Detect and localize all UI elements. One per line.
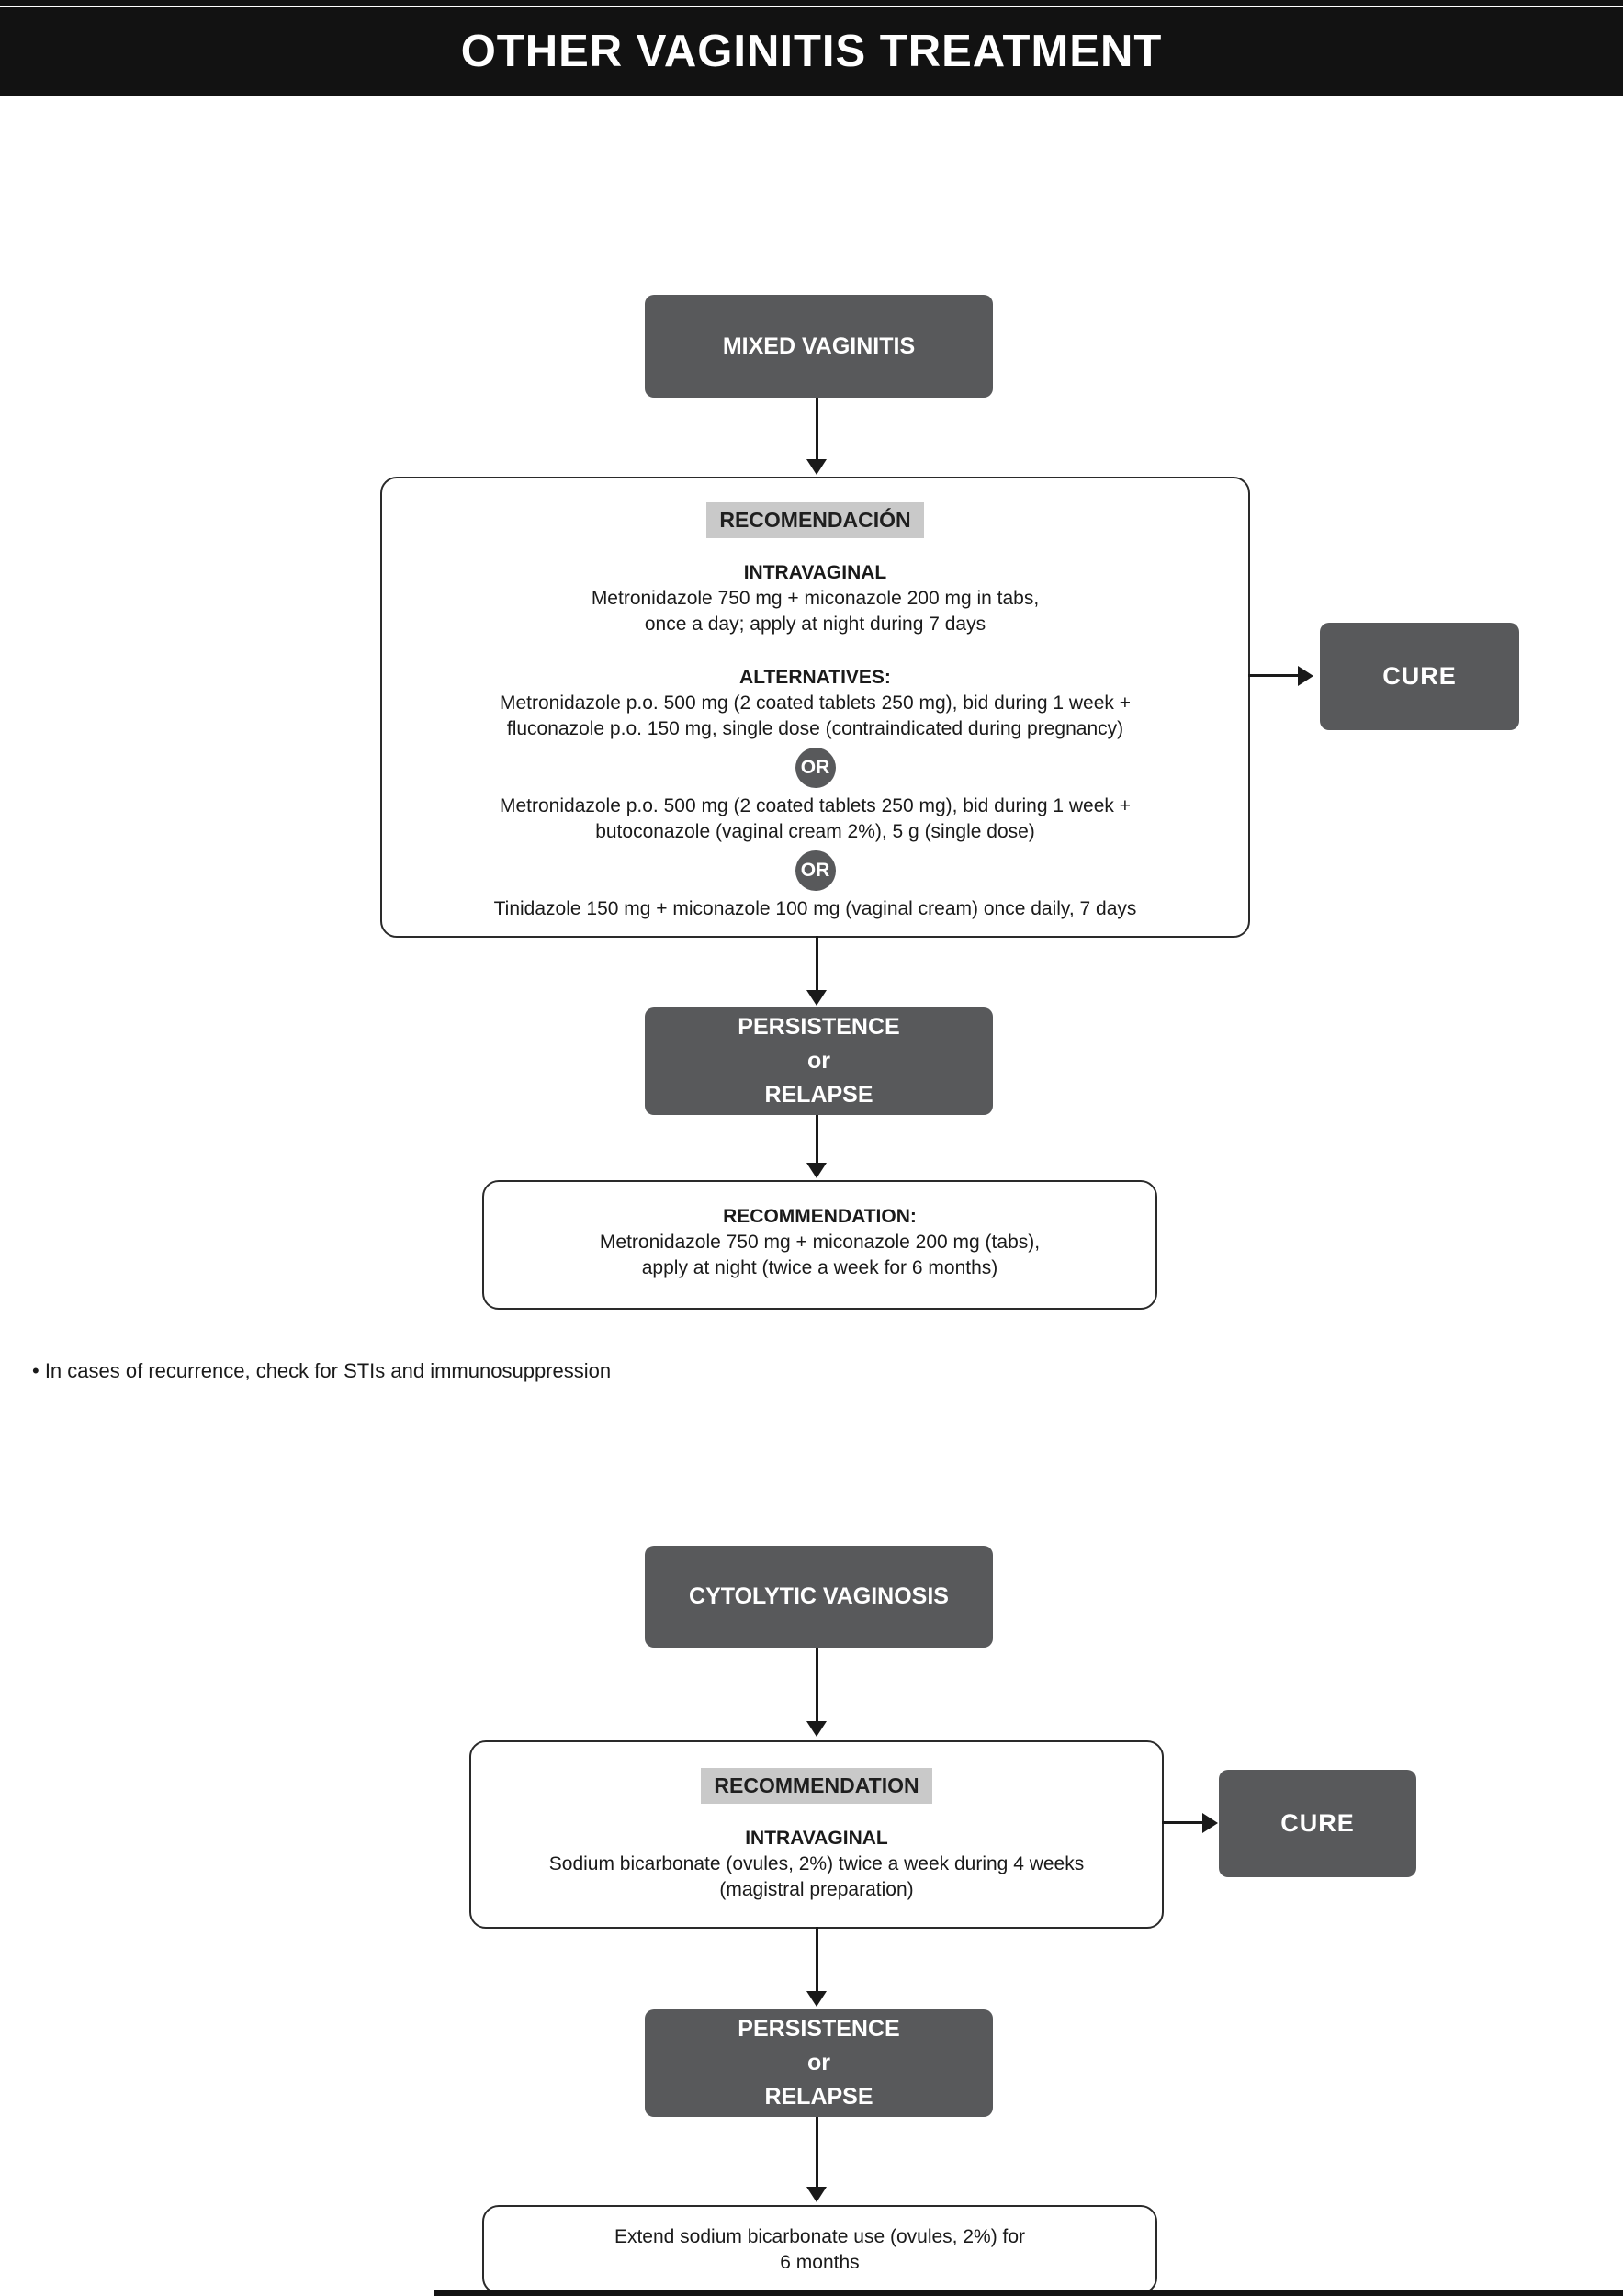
persistence-line: PERSISTENCE: [738, 1014, 900, 1040]
arrow-line-rec2-to-cure: [1162, 1821, 1204, 1824]
treatment-line: Extend sodium bicarbonate use (ovules, 2%) for: [614, 2225, 1026, 2247]
arrow-right-icon: [1298, 666, 1313, 686]
followup-heading: RECOMMENDATION:: [723, 1206, 917, 1227]
node-cure-cytolytic: [1219, 1770, 1416, 1877]
treatment-line: Metronidazole p.o. 500 mg (2 coated tablets 250 mg), bid during 1 week +: [500, 795, 1131, 816]
alternatives-heading: ALTERNATIVES:: [739, 667, 891, 688]
cytolytic-extend-box: [482, 2205, 1157, 2294]
treatment-line: once a day; apply at night during 7 days: [644, 613, 986, 635]
arrow-line-rec-to-cure: [1248, 674, 1300, 677]
arrow-line-persistence-to-followup: [816, 1115, 818, 1165]
arrow-line-persistence2-to-extend: [816, 2117, 818, 2189]
recurrence-note: • In cases of recurrence, check for STIs and immunosuppression: [32, 1359, 612, 1382]
page-title: OTHER VAGINITIS TREATMENT: [460, 27, 1163, 76]
arrow-right-icon: [1202, 1813, 1218, 1833]
node-cure-label: CURE: [1382, 662, 1457, 690]
node-cytolytic-vaginosis: [645, 1546, 993, 1648]
arrow-down-icon: [806, 459, 827, 475]
persistence-line: PERSISTENCE: [738, 2016, 900, 2042]
bottom-edge-strip: [434, 2290, 1623, 2296]
persistence-line: RELAPSE: [764, 2084, 873, 2110]
top-edge-strip: [0, 0, 1623, 6]
arrow-down-icon: [806, 990, 827, 1006]
cytolytic-recommendation-box: [469, 1740, 1164, 1929]
treatment-line: butoconazole (vaginal cream 2%), 5 g (single dose): [595, 821, 1035, 842]
node-cure-label: CURE: [1280, 1809, 1355, 1837]
intravaginal-heading: INTRAVAGINAL: [745, 1828, 888, 1849]
arrow-line-rec-to-persistence: [816, 936, 818, 993]
treatment-line: 6 months: [780, 2251, 860, 2273]
node-mixed-vaginitis-label: MIXED VAGINITIS: [722, 332, 916, 359]
treatment-line: Sodium bicarbonate (ovules, 2%) twice a week during 4 weeks: [548, 1853, 1085, 1874]
arrow-down-icon: [806, 1721, 827, 1737]
treatment-line: Metronidazole 750 mg + miconazole 200 mg in tabs,: [591, 588, 1040, 609]
arrow-down-icon: [806, 2187, 827, 2202]
treatment-line: apply at night (twice a week for 6 months): [641, 1257, 998, 1278]
node-cytolytic-label: CYTOLYTIC VAGINOSIS: [689, 1583, 949, 1609]
treatment-line: Metronidazole p.o. 500 mg (2 coated tablets 250 mg), bid during 1 week +: [500, 692, 1131, 714]
node-cure-mixed: [1320, 623, 1519, 730]
or-badge: OR: [795, 748, 836, 788]
arrow-down-icon: [806, 1991, 827, 2007]
treatment-line: fluconazole p.o. 150 mg, single dose (contraindicated during pregnancy): [506, 718, 1124, 739]
arrow-line-rec2-to-persistence: [816, 1927, 818, 1993]
page-title-bar: [0, 7, 1623, 96]
treatment-line: Tinidazole 150 mg + miconazole 100 mg (vaginal cream) once daily, 7 days: [493, 898, 1137, 919]
treatment-line: (magistral preparation): [719, 1879, 914, 1900]
arrow-line-cytolytic-to-rec: [816, 1648, 818, 1723]
persistence-line: RELAPSE: [764, 1082, 873, 1108]
or-badge: OR: [795, 850, 836, 891]
recommendation-chip: RECOMMENDATION: [701, 1768, 931, 1804]
persistence-line: or: [807, 2050, 830, 2076]
mixed-recommendation-box: [380, 477, 1250, 938]
recommendation-chip: RECOMENDACIÓN: [706, 502, 923, 538]
persistence-line: or: [807, 1048, 830, 1074]
arrow-down-icon: [806, 1163, 827, 1178]
arrow-line-mixed-to-rec: [816, 398, 818, 462]
treatment-line: Metronidazole 750 mg + miconazole 200 mg (tabs),: [599, 1232, 1041, 1253]
node-mixed-vaginitis: [645, 295, 993, 398]
node-persistence-mixed: [645, 1007, 993, 1115]
mixed-followup-box: [482, 1180, 1157, 1310]
node-persistence-cytolytic: [645, 2009, 993, 2117]
intravaginal-heading: INTRAVAGINAL: [743, 562, 887, 583]
